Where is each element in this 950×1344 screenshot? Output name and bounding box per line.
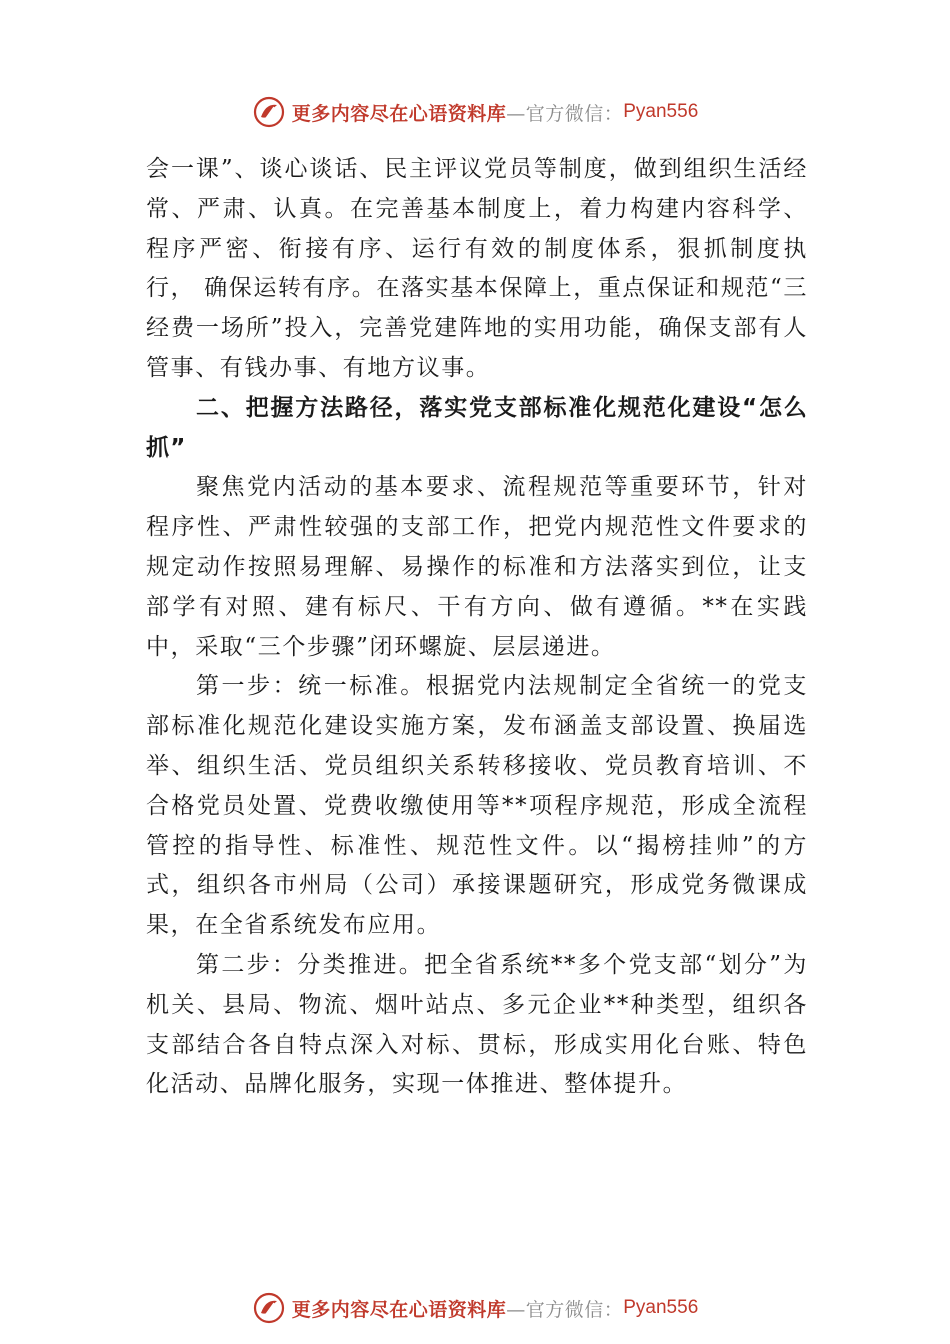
- watermark-grey-text: —官方微信：: [506, 102, 624, 125]
- watermark-banner-top: [0, 92, 950, 132]
- watermark-banner-bottom: [0, 1288, 950, 1328]
- brand-logo-icon: [252, 95, 286, 129]
- watermark-red-text: 更多内容尽在心语资料库: [291, 1298, 507, 1321]
- paragraph-step-one: 第一步：统一标准。根据党内法规制定全省统一的党支部标准化规范化建设实施方案，发布涵盖支部设置、换届选举、组织生活、党员组织关系转移接收、党员教育培训、不合格党员处置、党费收缴使用等**项程序规范，形成全流程管控的指导性、标准性、规范性文件。以“揭榜挂帅”的方式，组织各市州局（公司）承接课题研究，形成党务微课成果，在全省系统发布应用。: [146, 673, 808, 939]
- paragraph-focus: 聚焦党内活动的基本要求、流程规范等重要环节，针对程序性、严肃性较强的支部工作，把党内规范性文件要求的规定动作按照易理解、易操作的标准和方法落实到位，让支部学有对照、建有标尺、干有方向、做有遵循。**在实践中，采取“三个步骤”闭环螺旋、层层递进。: [146, 474, 808, 660]
- section-heading: 二、把握方法路径，落实党支部标准化规范化建设“怎么抓”: [146, 394, 808, 461]
- document-body: [146, 150, 808, 1105]
- paragraph-continuation: 会一课”、谈心谈话、民主评议党员等制度，做到组织生活经常、严肃、认真。在完善基本制度上，着力构建内容科学、程序严密、衔接有序、运行有效的制度体系，狠抓制度执行， 确保运转有序。在落实基本保障上，重点保证和规范“三经费一场所”投入，完善党建阵地的实用功能，确保支部有人管事、有钱办事、有地方议事。: [146, 156, 808, 381]
- paragraph-step-two: 第二步：分类推进。把全省系统**多个党支部“划分”为机关、县局、物流、烟叶站点、多元企业**种类型，组织各支部结合各自特点深入对标、贯标，形成实用化台账、特色化活动、品牌化服务，实现一体推进、整体提升。: [146, 951, 808, 1098]
- watermark-wechat-id: Pyan556: [623, 101, 699, 122]
- brand-logo-icon: [252, 1291, 286, 1325]
- watermark-red-text: 更多内容尽在心语资料库: [291, 102, 507, 125]
- watermark-wechat-id: Pyan556: [623, 1297, 699, 1318]
- watermark-grey-text: —官方微信：: [506, 1298, 624, 1321]
